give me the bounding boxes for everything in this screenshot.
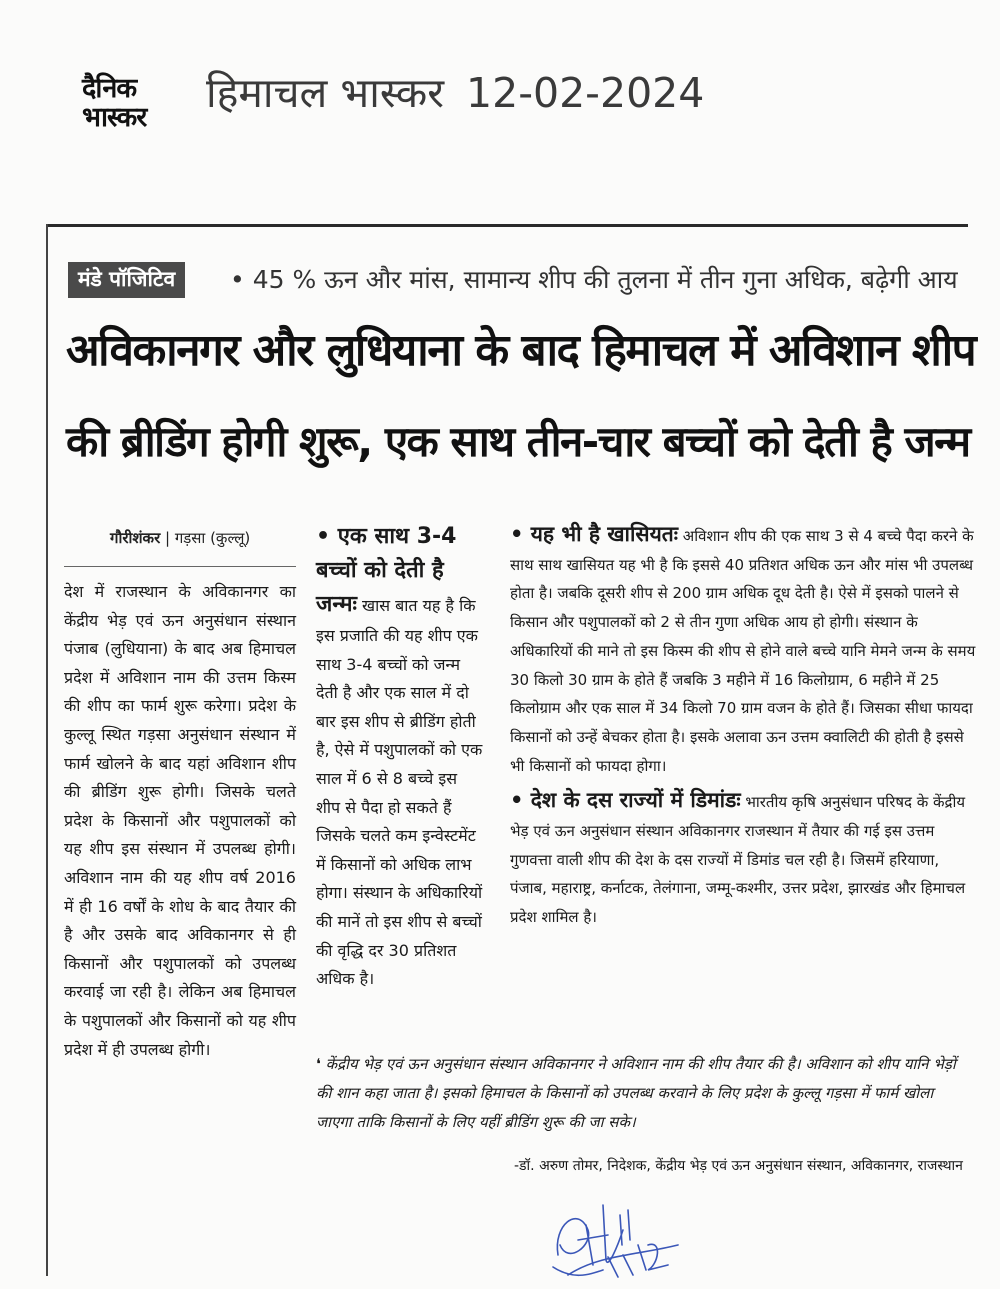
newspaper-logo (82, 74, 146, 132)
top-rule (46, 224, 968, 227)
quote-mark-icon: ❛ (316, 1055, 321, 1073)
byline-place: | गड़सा (कुल्लू) (165, 529, 251, 547)
column-3-text-2: भारतीय कृषि अनुसंधान परिषद के केंद्रीय भेड़ एवं ऊन अनुसंधान संस्थान अविकानगर राजस्थान में तैयार की गई इस उत्तम गुणवत्ता वाली शीप की देश के दस राज्यों में डिमांड चल रही है। जिसमें हरियाणा, पंजाब, महाराष्ट्र, कर्नाटक, तेलंगाना, जम्मू-कश्मीर, उत्तर प्रदेश, झारखंड और हिमाचल प्रदेश शामिल है। (510, 793, 966, 927)
column-2-text: खास बात यह है कि इस प्रजाति की यह शीप एक साथ 3-4 बच्चों को जन्म देती है और एक साल में दो बार इस शीप से ब्रीडिंग होती है, ऐसे में पशुपालकों को एक साल में 6 से 8 बच्चे इस शीप से पैदा हो सकते हैं जिसके चलते कम इन्वेस्टमेंट में किसानों को अधिक लाभ होगा। संस्थान के अधिकारियों की मानें तो इस शीप से बच्चों की वृद्धि दर 30 प्रतिशत अधिक है। (316, 596, 483, 989)
article-column-3 (510, 520, 976, 932)
logo-line-1: दैनिक (82, 73, 137, 104)
issue-date: 12-02-2024 (466, 69, 705, 117)
headline-line-2: की ब्रीडिंग होगी शुरू, एक साथ तीन-चार बच्चों को देती है जन्म (66, 417, 970, 466)
quote-text: केंद्रीय भेड़ एवं ऊन अनुसंधान संस्थान अविकानगर ने अविशान नाम की शीप तैयार की है। अविशान को शीप यानि भेड़ों की शान कहा जाता है। इसको हिमाचल के किसानों को उपलब्ध करवाने के लिए प्रदेश के कुल्लू गड़सा में फार्म खोला जाएगा ताकि किसानों के लिए यहीं ब्रीडिंग शुरू की जा सके। (316, 1055, 956, 1131)
left-rule (46, 224, 48, 1276)
headline-line-1: अविकानगर और लुधियाना के बाद हिमाचल में अविशान शीप (66, 325, 976, 376)
article-column-2 (316, 520, 486, 994)
kicker-text: • 45 % ऊन और मांस, सामान्य शीप की तुलना में तीन गुना अधिक, बढ़ेगी आय (230, 265, 958, 294)
byline-author: गौरीशंकर (110, 529, 161, 547)
column-3-subhead-1: • यह भी है खासियतः (510, 522, 678, 546)
logo-line-2: भास्कर (82, 102, 147, 133)
byline-rule (64, 566, 296, 567)
column-3-section-2 (510, 786, 976, 932)
paper-name: हिमाचल भास्कर (206, 69, 445, 117)
masthead (206, 64, 704, 120)
handwritten-signature (548, 1185, 698, 1285)
byline (110, 528, 250, 548)
column-2-subhead: • एक साथ 3-4 बच्चों को देती है जन्मः (316, 524, 457, 617)
column-3-subhead-2: • देश के दस राज्यों में डिमांडः (510, 788, 741, 813)
quote-attribution: -डॉ. अरुण तोमर, निदेशक, केंद्रीय भेड़ एवं ऊन अनुसंधान संस्थान, अविकानगर, राजस्थान (514, 1158, 963, 1174)
expert-quote (316, 1050, 972, 1137)
column-3-text-1: अविशान शीप की एक साथ 3 से 4 बच्चे पैदा करने के साथ साथ खासियत यह भी है कि इससे 40 प्रतिशत अधिक ऊन और मांस भी उपलब्ध होता है। जबकि दूसरी शीप से 200 ग्राम अधिक दूध देती है। ऐसे में इसको पालने से किसान और पशुपालकों को 2 से तीन गुणा अधिक आय हो होगी। संस्थान के अधिकारियों की माने तो इस किस्म की शीप से होने वाले बच्चे यानि मेमने जन्म के समय 30 किलो 30 ग्राम के होते हैं जबकि 3 महीने में 16 किलोग्राम, 6 महीने में 25 किलोग्राम और एक साल में 34 किलो 70 ग्राम वजन के होते हैं। जिसका सीधा फायदा किसानों को उन्हें बेचकर होता है। इसके अलावा ऊन उत्तम क्वालिटी की होती है इससे भी किसानों को फायदा होगा। (510, 527, 976, 775)
article-column-1: देश में राजस्थान के अविकानगर का केंद्रीय भेड़ एवं ऊन अनुसंधान संस्थान पंजाब (लुधियाना) के बाद अब हिमाचल प्रदेश में अविशान नाम की उत्तम किस्म की शीप का फार्म शुरू करेगा। प्रदेश के कुल्लू स्थित गड़सा अनुसंधान संस्थान में फार्म खोलने के बाद यहां अविशान शीप की ब्रीडिंग शुरू होगी। जिसके चलते प्रदेश के किसानों और पशुपालकों को यह शीप इस संस्थान में उपलब्ध होगी। अविशान नाम की यह शीप वर्ष 2016 में ही 16 वर्षों के शोध के बाद तैयार की है और उसके बाद अविकानगर से ही किसानों और पशुपालकों को उपलब्ध करवाई जा रही है। लेकिन अब हिमाचल के पशुपालकों और किसानों को यह शीप प्रदेश में ही उपलब्ध होगी। (64, 582, 296, 1059)
column-3-section-1 (510, 520, 976, 780)
kicker-label: मंडे पॉजिटिव (68, 262, 185, 298)
